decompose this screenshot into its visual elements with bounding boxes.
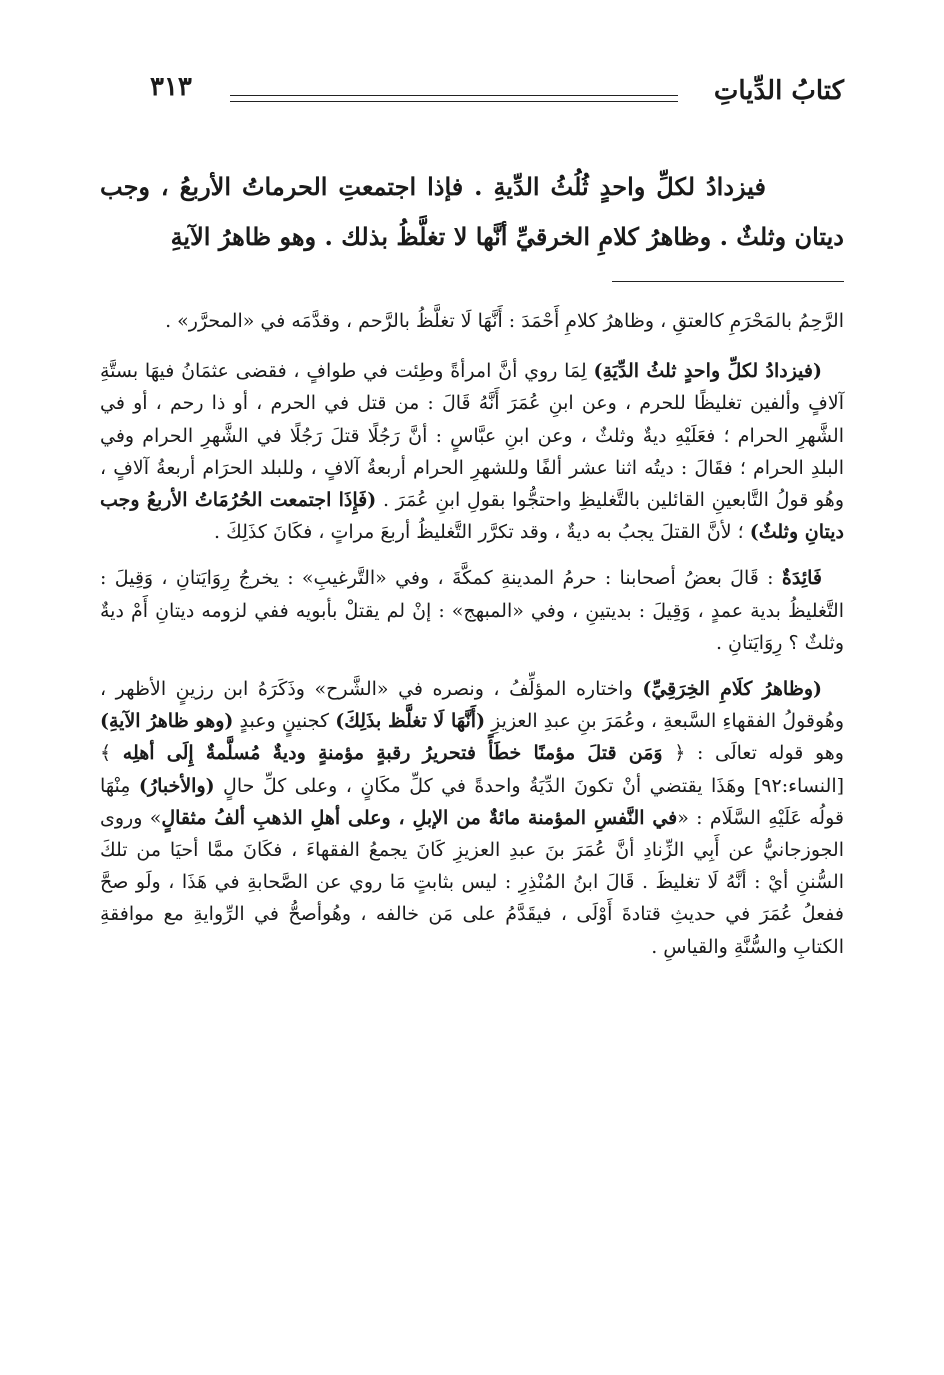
quoted-matn: (وهو ظاهرُ الآيةِ) [100, 710, 234, 733]
commentary-text: كجنينٍ وعبدٍ [233, 710, 336, 733]
footnote-separator [612, 281, 844, 282]
quoted-matn: (أَنَّهَا لَا تغلَّظ بذَلِكَ) [335, 710, 486, 733]
hadith-text: في النَّفسِ المؤمنة مائةٌ من الإبلِ ، وعلى أهلِ الذهبِ ألفُ مثقالٍ [161, 806, 678, 829]
commentary-text: وهو قوله تعالَى : ﴿ [662, 742, 844, 765]
running-title: كتابُ الدِّياتِ [713, 76, 844, 106]
note-label: فَائِدَةٌ [781, 567, 822, 590]
commentary-text: ﴾ [النساء:٩٢] وهَذَا يقتضي أنْ تكونَ الدِّيَةُ واحدةً في كلِّ مكَانٍ ، وعلى كلِّ حالٍ [100, 742, 845, 797]
quoted-matn: (وظاهرُ كلَامِ الخِرَقِيِّ) [642, 678, 822, 701]
commentary-text: مِنْهَا قولُه عَلَيْهِ السَّلَام : « [100, 774, 844, 829]
commentary-text: لِمَا روي أنَّ امرأةً وطِئت في طوافٍ ، فقضى عثمَانُ فيهَا بستَّةِ آلافٍ وألفين تغليظًا للحرم ، وعن ابنِ عُمَرَ أَنَّهُ قَالَ : من قتل في الحرم ، أو ذا رحم ، أو في الشَّهرِ الحرام ؛ فعَلَيْهِ ديةٌ وثلثٌ ، وعن ابنِ عبَّاسٍ : أنَّ رَجُلًا قتلَ رَجُلًا في الشَّهرِ الحرام وفي البلدِ الحرام ؛ فقَالَ : ديتُه اثنا عشر ألفًا وللشهرِ الحرام أربعةُ آلافٍ ، وللبلد الحرَام أربعةُ آلافٍ ، وهُو قولُ التَّابعينِ القائلين بالتَّغليظِ واحتجُّوا بقولِ ابنِ عُمَرَ . [100, 360, 844, 512]
matn-paragraph: فيزدادُ لكلِّ واحدٍ ثُلُثُ الدِّيةِ . فإذا اجتمعتِ الحرماتُ الأربعُ ، وجب ديتان وثلثٌ . وظاهرُ كلامِ الخرقيِّ أنَّها لا تغلَّظُ بذلك . وهو ظاهرُ الآيةِ [100, 172, 844, 251]
commentary-text: ؛ لأنَّ القتلَ يجبُ به ديةٌ ، وقد تكرَّر التَّغليظُ أربعَ مراتٍ ، فكَانَ كذَلِكَ . [214, 521, 750, 544]
header-rule [230, 95, 678, 96]
quran-verse: وَمَن قتلَ مؤمنًا خطَأً فتحريرُ رقبةٍ مؤمنةٍ وديةٌ مُسلَّمةٌ إِلَى أهلِه [122, 742, 663, 765]
commentary-text: » وروى الجوزجانيُّ عن أَبِي الزِّنادِ أنَّ عُمَرَ بنَ عبدِ العزيزِ كَانَ يجمعُ الفقهاءَ ، فكَانَ ممَّا أحيَا من تلكَ السُّننِ أيْ : أنَّهُ لَا تغليظَ . قَالَ ابنُ المُنْذِرِ : ليس بثابتٍ مَا روي عن الصَّحابةِ في هَذَا ، ولَو صحَّ ففعلُ عُمَرَ في حديثِ قتادةَ أَوْلَى ، فيقَدَّمُ على مَن خالفه ، وهُوأصحُّ في الرِّوايةِ مع موافقةِ الكتابِ والسُّنَّةِ والقياسِ . [100, 806, 844, 958]
commentary-text: واختاره المؤلِّفُ ، ونصره في «الشَّرح» وذَكَرَهُ ابن رزينٍ الأظهر ، وهُوقولُ الفقهاءِ السَّبعةِ ، وعُمَرَ بنِ عبدِ العزيزِ [100, 678, 844, 733]
commentary-paragraph-continuation: الرَّحِمُ بالمَحْرَمِ كالعتقِ ، وظاهرُ كلامِ أَحْمَدَ : أَنَّهَا لَا تغلَّظُ بالرَّحم ، وقدَّمَه في «المحرَّر» . [165, 310, 844, 332]
quoted-matn: (والأخبارُ) [138, 774, 215, 797]
commentary-paragraph [100, 673, 844, 963]
commentary-paragraph [100, 355, 844, 548]
quoted-matn: (فيزدادُ لكلِّ واحدٍ ثلثُ الدِّيَةِ) [593, 360, 822, 383]
commentary-text: : قَالَ بعضُ أصحابنا : حرمُ المدينةِ كمكَّةَ ، وفي «التَّرغيبِ» : يخرجُ رِوَايَتانِ ، وَقِيلَ : التَّغليظُ بدية عمدٍ ، وَقِيلَ : بديتينِ ، وفي «المبهج» : إنْ لم يقتلْ بأبويه ففي لزومه ديتانِ أَمْ ديةٌ وثلثٌ ؟ رِوَايَتانِ . [100, 567, 844, 654]
commentary-paragraph [100, 562, 844, 659]
quoted-matn: (فَإِذَا اجتمعت الحُرُمَاتُ الأربعُ وجب ديتانِ وثلثٌ) [100, 489, 844, 544]
matn-text [100, 162, 844, 262]
header-rule-thin [230, 101, 678, 102]
commentary [100, 305, 844, 977]
page-number: ٣١٣ [150, 72, 192, 102]
